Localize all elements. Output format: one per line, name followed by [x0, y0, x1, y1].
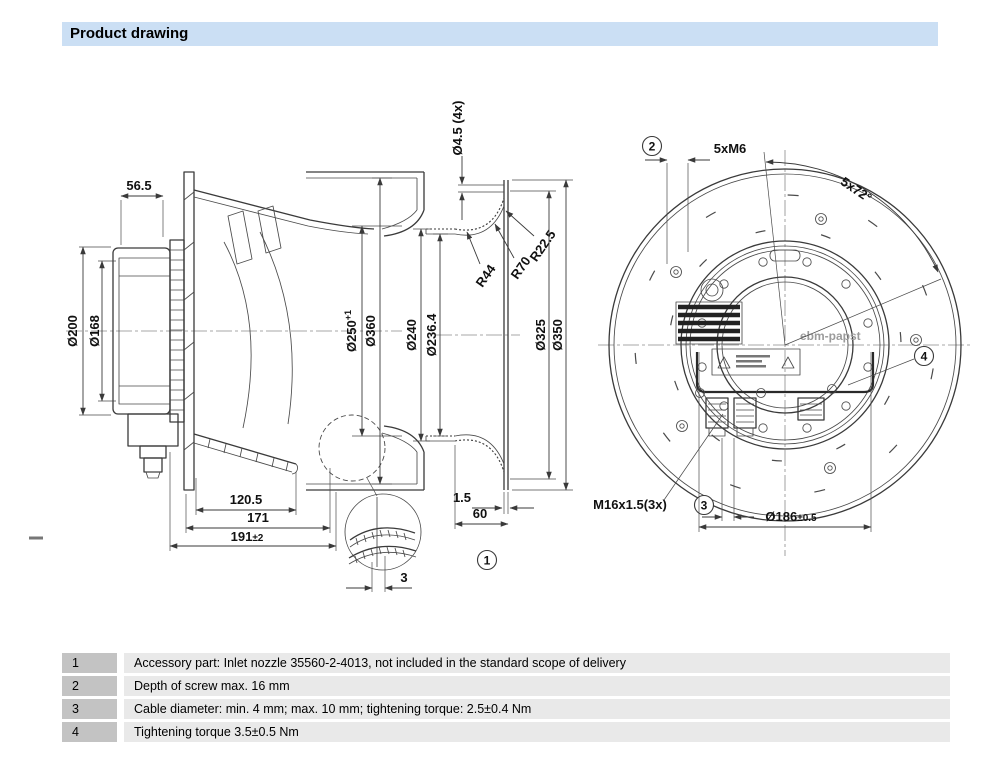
callout-1-number: 1 — [483, 553, 491, 568]
note-row-4 — [62, 722, 950, 742]
dim-1-5: 1.5 — [452, 490, 472, 505]
note-text-cell: Cable diameter: min. 4 mm; max. 10 mm; tightening torque: 2.5±0.4 Nm — [124, 699, 950, 719]
side-motor — [113, 240, 184, 478]
dim-d250-tolerance: +1 — [343, 309, 353, 321]
notes-table — [62, 653, 950, 745]
dim-191 — [231, 529, 264, 544]
callout-4-number: 4 — [920, 349, 928, 364]
dim-d325: Ø325 — [533, 319, 548, 351]
dim-60: 60 — [472, 506, 488, 521]
dim-gap-3: 3 — [400, 570, 408, 585]
side-view — [65, 172, 424, 592]
dim-d350: Ø350 — [550, 319, 565, 351]
page-title: Product drawing — [70, 25, 189, 42]
dim-56-5: 56.5 — [126, 178, 152, 193]
front-view — [593, 137, 970, 557]
motor-hub — [671, 214, 922, 474]
dim-d250 — [343, 310, 359, 352]
cable-glands — [706, 398, 824, 436]
dim-d240: Ø240 — [404, 319, 419, 351]
dim-171: 171 — [247, 510, 269, 525]
dim-d168: Ø168 — [87, 315, 102, 347]
callout-3-number: 3 — [700, 498, 708, 513]
dim-r44: R44 — [472, 261, 499, 290]
dim-m16: M16x1.5(3x) — [593, 497, 667, 512]
dim-d200: Ø200 — [65, 315, 80, 347]
dim-120-5: 120.5 — [229, 492, 263, 507]
warning-label — [712, 349, 800, 375]
note-row-1 — [62, 653, 950, 673]
dim-d4-5: Ø4.5 (4x) — [450, 100, 465, 156]
note-number-cell: 2 — [62, 676, 117, 696]
note-row-3 — [62, 699, 950, 719]
dim-d186-tolerance: ±0.5 — [797, 513, 817, 524]
dim-191-value: 191 — [230, 529, 253, 544]
side-detail-callout — [319, 415, 421, 570]
note-text-cell: Depth of screw max. 16 mm — [124, 676, 950, 696]
dim-5xm6: 5xM6 — [713, 141, 747, 156]
dim-d186 — [765, 509, 817, 524]
note-number-cell: 4 — [62, 722, 117, 742]
note-row-2 — [62, 676, 950, 696]
callout-2-number: 2 — [648, 139, 656, 154]
dim-r70: R70 — [507, 253, 534, 282]
dim-d360: Ø360 — [363, 315, 378, 347]
dim-d250-value: Ø250 — [344, 320, 359, 353]
note-text-cell: Accessory part: Inlet nozzle 35560-2-4013, not included in the standard scope of delivery — [124, 653, 950, 673]
dim-d186-value: Ø186 — [765, 509, 798, 524]
dim-191-tolerance: ±2 — [252, 533, 264, 544]
note-text-cell: Tightening torque 3.5±0.5 Nm — [124, 722, 950, 742]
heat-sink — [676, 302, 742, 344]
section-dimensions — [404, 101, 573, 529]
dim-5x72: 5x72° — [837, 173, 875, 206]
note-number-cell: 3 — [62, 699, 117, 719]
note-number-cell: 1 — [62, 653, 117, 673]
callout-1 — [478, 551, 497, 570]
brand-logo: ebm-papst — [800, 329, 861, 343]
dim-r22-5: R22.5 — [526, 227, 559, 265]
dim-d236-4: Ø236.4 — [424, 313, 439, 357]
section-view — [404, 101, 573, 570]
side-dimensions — [65, 178, 412, 592]
